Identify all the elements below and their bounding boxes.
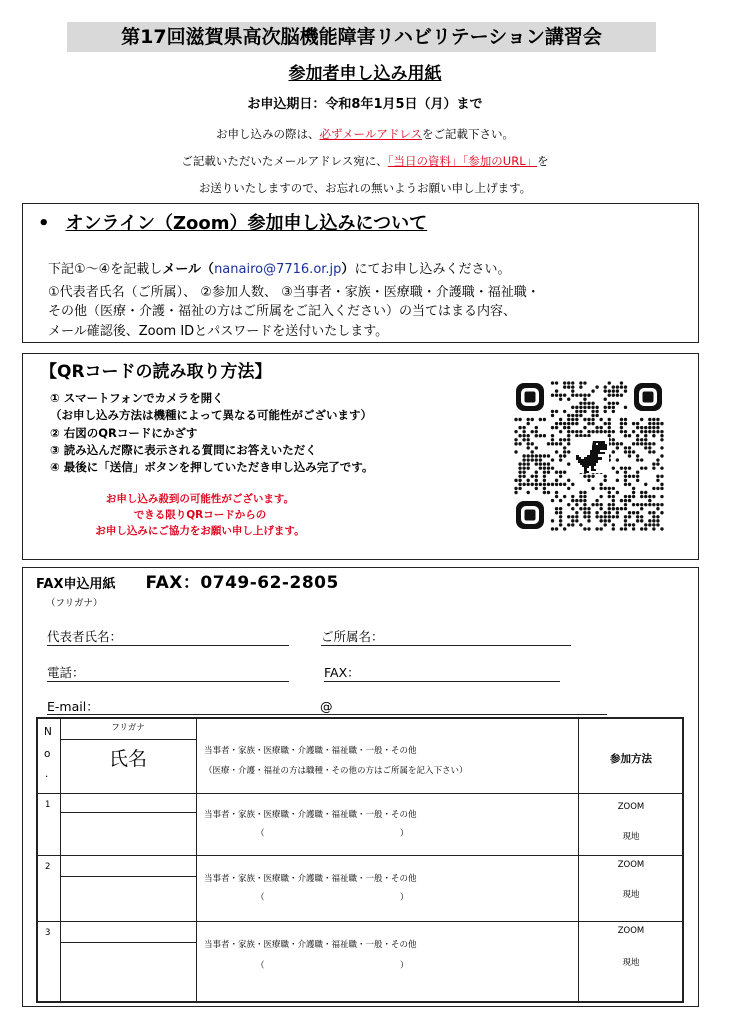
phone-label: 電話： (47, 665, 85, 680)
row-1-paren-open: （ (256, 829, 265, 839)
instruction-text: にてお申し込みください。 (354, 262, 511, 277)
row-3-paren-open: （ (256, 961, 265, 971)
note-text: お申し込みの際は、 (216, 127, 320, 141)
note-text: ご記載いただいたメールアドレス宛に、 (181, 154, 388, 168)
row-3-detail-field[interactable] (268, 957, 398, 973)
contact-email-link[interactable]: nanairo@7716.or.jp (214, 262, 342, 277)
furigana-header: フリガナ (111, 723, 145, 733)
qr-step-3: ③ 読み込んだ際に表示される質問にお答えいただく (50, 443, 317, 457)
phone-field[interactable] (47, 681, 289, 682)
row-2-category: 当事者・家族・医療職・介護職・福祉職・一般・その他 (204, 874, 417, 884)
participant-table (36, 717, 684, 1003)
row-1-zoom-option[interactable]: ZOOM (617, 802, 645, 812)
qr-step-1: ① スマートフォンでカメラを開く (50, 391, 224, 405)
bullet-icon: • (38, 213, 50, 234)
qr-finder-top-right (634, 383, 662, 411)
row-2-furigana-field[interactable] (61, 856, 195, 875)
row-1-detail-field[interactable] (268, 825, 398, 841)
materials-url-emphasis: 「当日の資料」「参加のURL」 (387, 154, 538, 168)
row-3-furigana-field[interactable] (61, 922, 195, 941)
representative-name-label: 代表者氏名： (47, 629, 123, 644)
no-header-n: N (44, 726, 52, 738)
qr-heading: 【QRコードの読み取り方法】 (40, 362, 272, 382)
deadline: お申込期日：令和8年1月5日（月）まで (247, 97, 483, 112)
email-label: E-mail： (47, 699, 99, 714)
row-1-category: 当事者・家族・医療職・介護職・福祉職・一般・その他 (204, 810, 417, 820)
dinosaur-icon (571, 437, 609, 473)
form-name (0, 62, 730, 86)
qr-finder-bottom-left (516, 501, 544, 529)
online-instruction-2: ①代表者氏名（ご所属）、 ②参加人数、 ③当事者・家族・医療職・介護職・福祉職・ (48, 285, 540, 300)
qr-code-icon[interactable] (514, 381, 664, 531)
row-3-name-field[interactable] (61, 943, 195, 1000)
row-2-zoom-option[interactable]: ZOOM (617, 860, 645, 870)
affiliation-label: ご所属名： (321, 629, 384, 644)
qr-finder-top-left (516, 383, 544, 411)
category-header: 当事者・家族・医療職・介護職・福祉職・一般・その他 (204, 746, 417, 756)
row-2-paren-close: ） (400, 893, 409, 903)
row-3-category: 当事者・家族・医療職・介護職・福祉職・一般・その他 (204, 940, 417, 950)
online-heading (38, 211, 427, 237)
instruction-text: 下記①～④を記載し (48, 262, 163, 277)
qr-warning-1: お申し込み殺到の可能性がございます。 (105, 493, 295, 505)
email-required-emphasis: 必ずメールアドレス (319, 127, 422, 141)
row-3-onsite-option[interactable]: 現地 (622, 958, 640, 968)
category-note: （医療・介護・福祉の方は職種・その他の方はご所属を記入下さい） (204, 766, 468, 776)
mail-close-paren: ） (341, 262, 355, 277)
row-1-name-field[interactable] (61, 813, 195, 854)
representative-name-field[interactable] (47, 645, 289, 646)
fax-form-label: FAX申込用紙 (36, 577, 116, 592)
row-2-detail-field[interactable] (268, 889, 398, 905)
qr-warning-3: お申し込みにご協力をお願い申し上げます。 (95, 525, 305, 537)
form-name-text: 参加者申し込み用紙 (288, 64, 442, 84)
email-field[interactable] (47, 714, 607, 715)
name-header: 氏名 (108, 748, 147, 770)
row-1-no: 1 (45, 800, 51, 810)
row-1-onsite-option[interactable]: 現地 (622, 832, 640, 842)
note-line-1 (0, 126, 730, 142)
fax-number: FAX：0749-62-2805 (145, 573, 339, 593)
note-text: を (537, 154, 549, 168)
fax-label: FAX： (324, 665, 360, 680)
fax-title (36, 573, 339, 595)
online-heading-text: オンライン（Zoom）参加申し込みについて (65, 213, 428, 234)
online-instruction-1 (48, 260, 510, 279)
online-instruction-4: メール確認後、Zoom IDとパスワードを送付いたします。 (48, 324, 389, 339)
note-text: をご記載下さい。 (421, 127, 514, 141)
qr-step-1-note: （お申し込み方法は機種によって異なる可能性がございます） (50, 408, 372, 422)
row-2-name-field[interactable] (61, 877, 195, 920)
qr-step-4: ④ 最後に「送信」ボタンを押していただき申し込み完了です。 (50, 460, 374, 474)
affiliation-field[interactable] (321, 645, 571, 646)
method-header: 参加方法 (610, 753, 652, 765)
at-mark: @ (320, 699, 333, 714)
row-2-onsite-option[interactable]: 現地 (622, 890, 640, 900)
furigana-label: （フリガナ） (46, 598, 103, 609)
qr-warning-2: できる限りQRコードからの (133, 509, 267, 521)
no-header-o: o (44, 748, 51, 760)
online-instruction-3: その他（医療・介護・福祉の方はご所属をご記入ください）の当てはまる内容、 (48, 304, 517, 319)
row-3-no: 3 (45, 928, 51, 938)
page-title: 第17回滋賀県高次脳機能障害リハビリテーション講習会 (121, 26, 602, 48)
qr-step-2: ② 右図のQRコードにかざす (50, 426, 198, 440)
row-3-paren-close: ） (400, 961, 409, 971)
row-1-furigana-field[interactable] (61, 794, 195, 811)
row-3-zoom-option[interactable]: ZOOM (617, 926, 645, 936)
mail-label: メール（ (162, 262, 215, 277)
row-1-paren-close: ） (400, 829, 409, 839)
note-line-2 (0, 153, 730, 169)
note-line-3: お送りいたしますので、お忘れの無いようお願い申し上げます。 (198, 181, 532, 195)
row-2-paren-open: （ (256, 893, 265, 903)
row-2-no: 2 (45, 862, 51, 872)
fax-field[interactable] (324, 681, 560, 682)
no-header-dot: . (45, 768, 49, 780)
